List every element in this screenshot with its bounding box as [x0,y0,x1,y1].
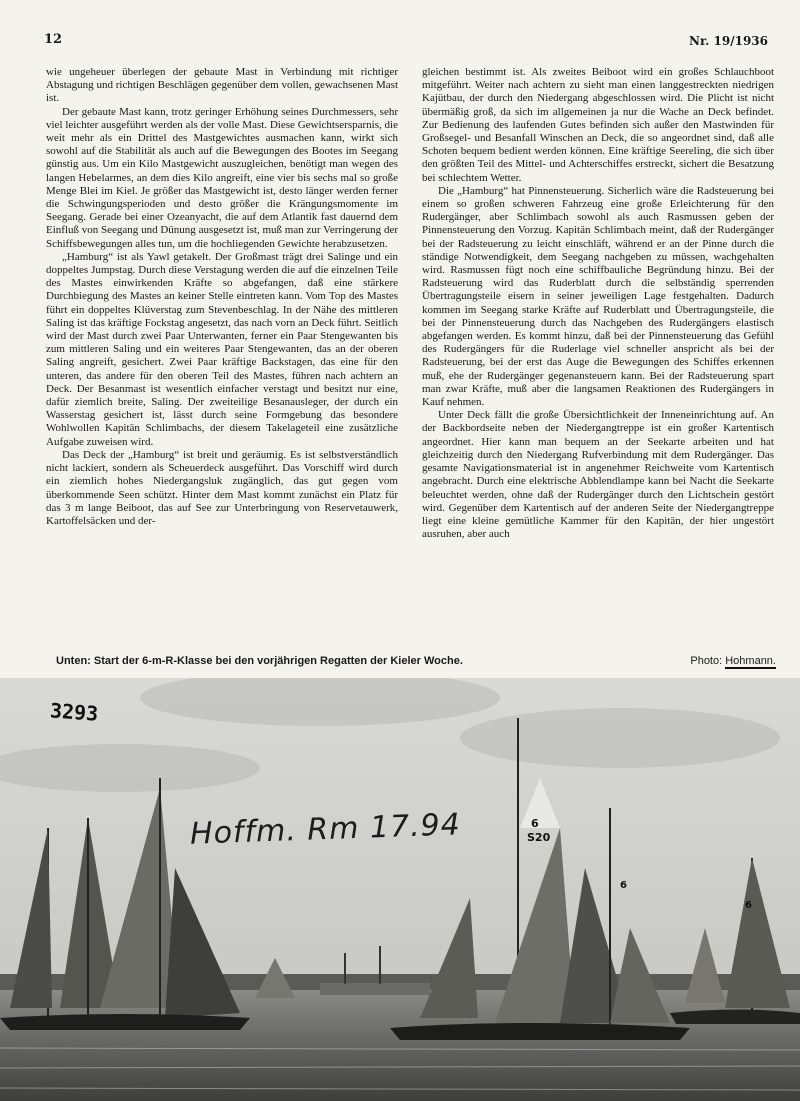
paragraph: Unter Deck fällt die große Übersichtlichkeit der Inneneinrichtung auf. An der Backbordseite neben der Niedergangtreppe ist ein großer Kartentisch angeordnet. Hier kann man bequem an der Seekarte arbeiten und hat gleichzeitig durch den Niedergang Rufverbindung mit dem Rudergänger. Das gesamte Navigationsmaterial ist in angenehmer Reichweite vom Kartentisch angebracht. Durch eine elektrische Abblendlampe kann bei Nacht die Seekarte beleuchtet werden, ohne daß der Rudergänger durch den Lichtschein gestört wird. Gegenüber dem Kartentisch auf der anderen Seite der Niedergangtreppe liegt eine kleine gemütliche Kammer für den Kapitän, der hier ungestört ausruhen, aber auch [422,409,774,541]
sail-number: S20 [527,831,551,844]
photo-credit [690,655,776,667]
paragraph: Die „Hamburg“ hat Pinnensteuerung. Sicherlich wäre die Radsteuerung bei einem so großen schweren Fahrzeug eine große Erleichterung für den Rudergänger, aber Schlimbach sowohl als auch Rasmussen geben der Pinnensteuerung den Vorzug. Kapitän Schlimbach meint, daß der Rudergänger bei der Radsteuerung zu leicht einschläft, während er an der Pinne durch die ständige Notwendigkeit, dem Seegang nachgeben zu müssen, wachgehalten wird. Rasmussen fügt noch eine schiffbauliche Begründung hinzu. Bei der Radsteuerung wird das Ruderblatt durch die selbständig sperrenden Übertragungsteile eisern in seiner jeweiligen Lage festgehalten. Dadurch kommen im Seegang starke Kräfte auf Ruderblatt und Übertragungsteile, die bei der Pinnensteuerung durch das Nachgeben des Rudergängers elastisch abgefangen werden. Es kommt hinzu, daß bei der Pinnensteuerung das Gefühl des Rudergängers für die Ruderlage viel schneller anspricht als bei der Radsteuerung, bei der erst das Auge die Bewegungen des Schiffes erkennen muß, ehe der Rudergänger gegenansteuern kann. Bei der Radsteuerung spart man zwar Kräfte, muß aber die langsamen Reaktionen des Rudergängers in Kauf nehmen. [422,184,774,409]
handwritten-note: Hoffm. Rm 17.94 [189,807,462,852]
sail-number: 6 [620,880,627,891]
paragraph: Das Deck der „Hamburg“ ist breit und geräumig. Es ist selbstverständlich nicht lackiert, sondern als Scheuerdeck ausgeführt. Das Vorschiff wird durch ein ziemlich hohes Niedergangsluk zugänglich, das gut gegen vom überkommende Seen schützt. Hinter dem Mast kommt zunächst ein Platz für das 3 m lange Beiboot, das auf See zur Unterbringung von Reservetauwerk, Kartoffelsäcken und der- [46,448,398,527]
issue-number: Nr. 19/1936 [688,34,768,48]
photo-credit-name: Hohmann. [725,655,776,667]
page-number: 12 [44,32,63,47]
sail-number: 6 [745,900,752,911]
left-column [46,66,398,528]
photo-caption: Unten: Start der 6-m-R-Klasse bei den vorjährigen Regatten der Kieler Woche. [56,655,463,667]
article-body [46,66,774,626]
regatta-photo-graphic [0,678,800,1101]
photo-credit-prefix: Photo: [690,655,723,667]
right-column [422,66,774,541]
sail-number: 6 [531,817,539,830]
paragraph: gleichen bestimmt ist. Als zweites Beiboot wird ein großes Schlauchboot mitgeführt. Weiter nach achtern zu sieht man einen langgestreckten niedrigen Kajütbau, der durch den Niedergang abgeschlossen wird. Die Plicht ist nicht übermäßig groß, da sich im allgemeinen ja nur die Wache an Deck befindet. Zur Bedienung des laufenden Gutes befinden sich außer den Mastwinden für Großsegel- und Besanfall Winschen an Deck, die so angeordnet sind, daß alle Schoten bequem bedient werden können. Eine kräftige Seereling, die sich über den größten Teil des Mittel- und Achterschiffes erstreckt, sichert die Besatzung bei schlechtem Wetter. [422,66,774,184]
paragraph: wie ungeheuer überlegen der gebaute Mast in Verbindung mit richtiger Abstagung und richtigen Beschlägen gegenüber dem vollen, gewachsenen Mast ist. [46,66,398,105]
regatta-photo [0,678,800,1101]
paragraph: Der gebaute Mast kann, trotz geringer Erhöhung seines Durchmessers, sehr viel leichter ausgeführt werden als der volle Mast. Diese Gewichtsersparnis, die weit mehr als ein Drittel des Mastgewichtes ausmachen kann, wirkt sich sowohl auf die Stabilität als auch auf die Bewegungen des Bootes im Seegang günstig aus. Um ein Kilo Mastgewicht auszugleichen, benötigt man wegen des langen Hebelarmes, an dem dies Kilo angreift, eine vier bis sechs mal so große Menge Blei im Kiel. Je größer das Mastgewicht ist, desto länger werden ferner die Schwingungsperioden und desto größer die Krängungsmomente im Seegang. Gerade bei einer Ozeanyacht, die auf dem Atlantik fast dauernd dem Einfluß von Seegang und Dünung ausgesetzt ist, muß man zur Verringerung der Schiffsbewegungen alles tun, um die hochliegenden Gewichte herabzusetzen. [46,105,398,250]
paragraph: „Hamburg“ ist als Yawl getakelt. Der Großmast trägt drei Salinge und ein doppeltes Jumpstag. Durch diese Verstagung werden die auf die einzelnen Teile des Mastes einwirkenden Kräfte so abgefangen, daß eine stärkere Durchbiegung des Mastes an keiner Stelle eintreten kann. Vom Top des Mastes führt ein doppeltes Klüverstag zum Stevenbeschlag. In der Nähe des mittleren Saling ist das kräftige Fockstag angesetzt, das nach vorn an Deck führt. Seitlich wird der Mast durch zwei Paar Unterwanten, ferner ein Paar Stengewanten bis zum mittleren Saling und ein weiteres Paar Stengewanten, das an der oberen Saling angreift, gesichert. Zwei Paar kräftige Backstagen, das eine für den unteren, das andere für den oberen Teil des Mastes, führen nach achtern an Deck. Der Besanmast ist wesentlich einfacher verstagt und besitzt nur eine, dafür ziemlich breite, Saling. Der zweiteilige Besanausleger, der durch ein Wasserstag gesichert ist, lässt durch seine Formgebung das besondere Wohlwollen Kapitän Schlimbachs, der diesem Takelageteil eine zusätzliche Aufgabe zuweisen wird. [46,250,398,448]
archive-number: 3293 [49,698,99,726]
